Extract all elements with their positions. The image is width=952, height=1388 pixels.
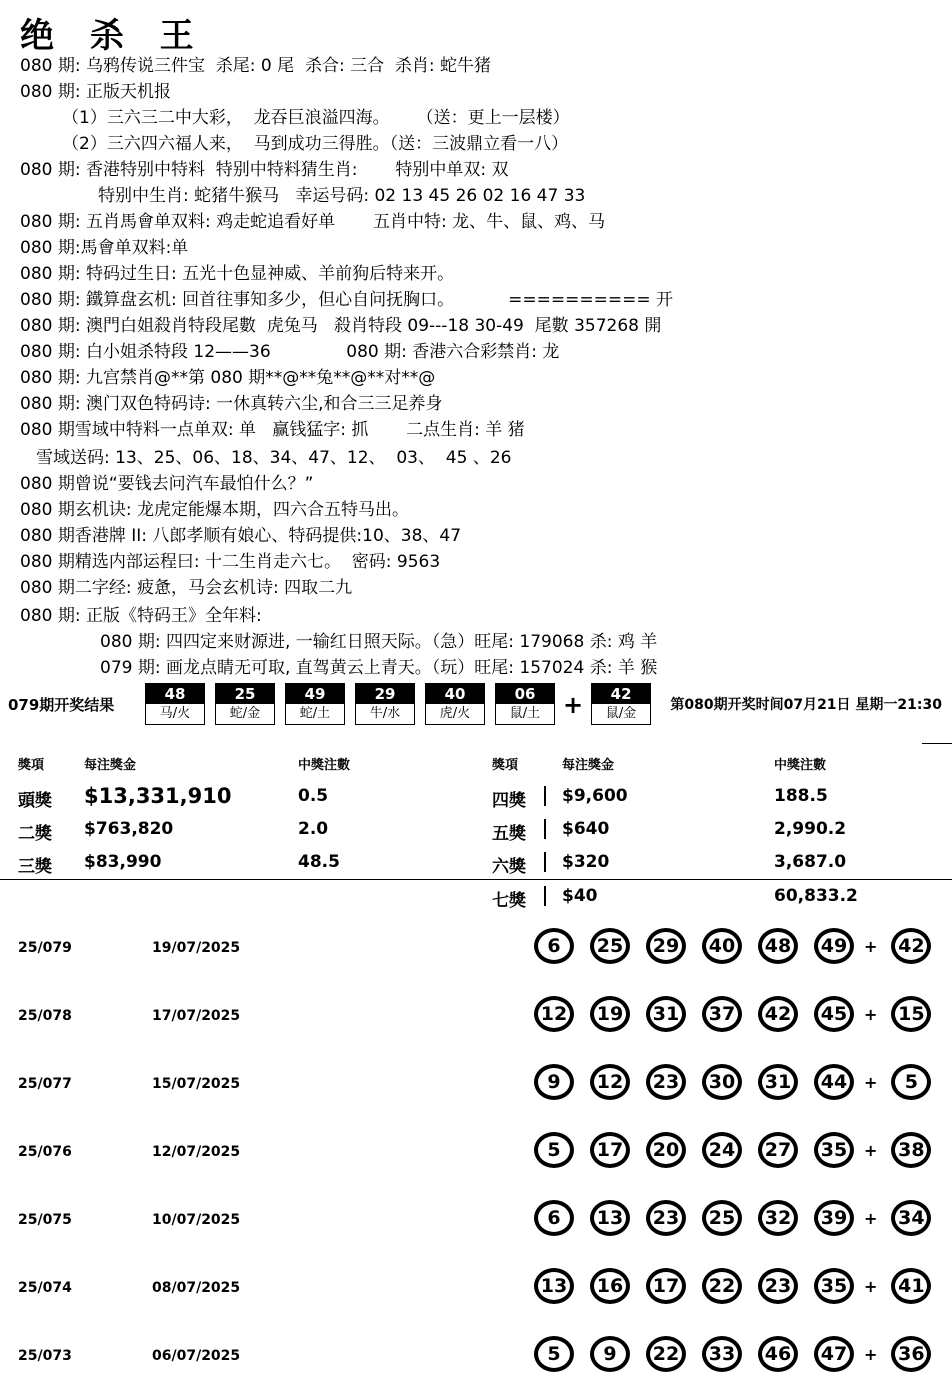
history-balls — [534, 928, 947, 964]
prize-count: 3,687.0 — [774, 852, 847, 872]
prize-count: 60,833.2 — [774, 886, 858, 906]
ball-number: 42 — [592, 684, 650, 704]
prize-header-count: 中獎注數 — [298, 758, 351, 773]
plus-sign: + — [864, 1004, 878, 1024]
draw-result-label: 079期开奖结果 — [8, 696, 115, 714]
special-number-ball: 36 — [891, 1336, 931, 1372]
prize-name: 六獎 — [492, 857, 526, 877]
number-ball: 17 — [590, 1132, 630, 1168]
ball-zodiac: 鼠/土 — [509, 706, 541, 721]
issue-number: 25/075 — [18, 1212, 72, 1228]
text-line: 080 期: 正版天机报 — [20, 82, 171, 102]
number-ball: 9 — [534, 1064, 574, 1100]
number-ball: 12 — [590, 1064, 630, 1100]
text-line: 080 期: 澳門白姐殺肖特段尾數 虎兔马 殺肖特段 09---18 30-49 尾數 357268 開 — [20, 316, 662, 336]
number-ball: 16 — [590, 1268, 630, 1304]
text-line: 080 期: 澳门双色特码诗: 一休真转六尘,和合三三足养身 — [20, 394, 443, 414]
history-row — [0, 1064, 952, 1108]
issue-number: 25/078 — [18, 1008, 72, 1024]
prize-count: 2.0 — [298, 819, 329, 839]
number-ball: 40 — [702, 928, 742, 964]
number-ball: 48 — [758, 928, 798, 964]
number-ball: 23 — [646, 1200, 686, 1236]
separator — [544, 886, 546, 906]
issue-number: 25/073 — [18, 1348, 72, 1364]
number-ball: 37 — [702, 996, 742, 1032]
history-balls — [534, 1268, 947, 1304]
ball-zodiac: 牛/水 — [369, 706, 401, 721]
number-ball: 46 — [758, 1336, 798, 1372]
text-line: 080 期:馬會单双料:单 — [20, 238, 189, 258]
text-line: 080 期: 乌鸦传说三件宝 杀尾: 0 尾 杀合: 三合 杀肖: 蛇牛猪 — [20, 56, 492, 76]
issue-number: 25/074 — [18, 1280, 72, 1296]
history-balls — [534, 1200, 947, 1236]
special-number-ball: 5 — [891, 1064, 931, 1100]
number-ball: 20 — [646, 1132, 686, 1168]
number-ball: 23 — [646, 1064, 686, 1100]
plus-sign: + — [864, 936, 878, 956]
number-ball: 6 — [534, 1200, 574, 1236]
special-number-ball: 15 — [891, 996, 931, 1032]
history-row — [0, 1268, 952, 1312]
prize-name: 四獎 — [492, 791, 526, 811]
history-row — [0, 1200, 952, 1244]
next-draw-time: 第080期开奖时间07月21日 星期一21:30 — [670, 697, 942, 713]
number-ball: 49 — [814, 928, 854, 964]
special-number-ball: 41 — [891, 1268, 931, 1304]
number-ball: 6 — [534, 928, 574, 964]
prize-name: 七獎 — [492, 891, 526, 911]
issue-number: 25/079 — [18, 940, 72, 956]
history-balls — [534, 1064, 947, 1100]
text-line: 080 期二字经: 疲惫，马会玄机诗: 四取二九 — [20, 578, 353, 598]
number-ball: 22 — [702, 1268, 742, 1304]
number-ball: 9 — [590, 1336, 630, 1372]
history-row — [0, 928, 952, 972]
number-ball: 25 — [702, 1200, 742, 1236]
prize-header-amount: 每注獎金 — [562, 758, 615, 773]
number-ball: 22 — [646, 1336, 686, 1372]
page-title: 绝 杀 王 — [20, 16, 206, 56]
special-ball — [591, 683, 651, 725]
ball-number: 29 — [356, 684, 414, 704]
text-line: 079 期: 画龙点睛无可取, 直驾黄云上青天。（玩）旺尾: 157024 杀: 羊 猴 — [100, 658, 658, 678]
plus-sign: + — [864, 1208, 878, 1228]
result-ball — [495, 683, 555, 725]
number-ball: 24 — [702, 1132, 742, 1168]
history-row — [0, 1132, 952, 1176]
draw-date: 10/07/2025 — [152, 1212, 241, 1228]
number-ball: 35 — [814, 1268, 854, 1304]
number-ball: 31 — [758, 1064, 798, 1100]
prize-amount: $40 — [562, 886, 598, 906]
result-ball — [425, 683, 485, 725]
prize-amount: $763,820 — [84, 819, 174, 839]
number-ball: 33 — [702, 1336, 742, 1372]
number-ball: 13 — [534, 1268, 574, 1304]
number-ball: 5 — [534, 1336, 574, 1372]
draw-date: 19/07/2025 — [152, 940, 241, 956]
number-ball: 39 — [814, 1200, 854, 1236]
prize-count: 2,990.2 — [774, 819, 847, 839]
number-ball: 17 — [646, 1268, 686, 1304]
ball-zodiac: 蛇/土 — [299, 706, 331, 721]
prize-header-count: 中獎注數 — [774, 758, 827, 773]
prize-amount: $13,331,910 — [84, 784, 232, 808]
prize-name: 頭獎 — [18, 791, 52, 811]
number-ball: 13 — [590, 1200, 630, 1236]
separator — [544, 852, 546, 872]
result-ball — [215, 683, 275, 725]
number-ball: 32 — [758, 1200, 798, 1236]
draw-result-balls — [145, 683, 661, 725]
text-line: 特别中生肖: 蛇猪牛猴马 幸运号码: 02 13 45 26 02 16 47 33 — [98, 186, 586, 206]
draw-date: 12/07/2025 — [152, 1144, 241, 1160]
prize-name: 五獎 — [492, 824, 526, 844]
ball-zodiac: 虎/火 — [439, 706, 471, 721]
prize-name: 三獎 — [18, 857, 52, 877]
special-number-ball: 34 — [891, 1200, 931, 1236]
text-line: 080 期: 鐵算盘玄机: 回首往事知多少，但心自问抚胸口。 ========== 开 — [20, 290, 673, 310]
divider — [922, 743, 952, 744]
prize-header-amount: 每注獎金 — [84, 758, 137, 773]
ball-number: 25 — [216, 684, 274, 704]
text-line: （1）三六三二中大彩， 龙吞巨浪溢四海。 （送：更上一层楼） — [62, 108, 570, 128]
text-line: 雪域送码: 13、25、06、18、34、47、12、 03、 45 、26 — [36, 448, 512, 468]
number-ball: 30 — [702, 1064, 742, 1100]
ball-number: 40 — [426, 684, 484, 704]
prize-header-name: 獎項 — [18, 758, 45, 773]
history-row — [0, 996, 952, 1040]
number-ball: 47 — [814, 1336, 854, 1372]
history-balls — [534, 1336, 947, 1372]
prize-amount: $320 — [562, 852, 610, 872]
prize-count: 0.5 — [298, 786, 329, 806]
prize-count: 48.5 — [298, 852, 340, 872]
text-line: 080 期: 白小姐杀特段 12——36 080 期: 香港六合彩禁肖: 龙 — [20, 342, 560, 362]
result-ball — [355, 683, 415, 725]
ball-number: 48 — [146, 684, 204, 704]
special-number-ball: 38 — [891, 1132, 931, 1168]
ball-zodiac: 鼠/金 — [605, 706, 637, 721]
plus-sign: + — [563, 691, 584, 719]
prize-amount: $640 — [562, 819, 610, 839]
prize-name: 二獎 — [18, 824, 52, 844]
draw-date: 06/07/2025 — [152, 1348, 241, 1364]
number-ball: 29 — [646, 928, 686, 964]
result-ball — [285, 683, 345, 725]
history-balls — [534, 996, 947, 1032]
number-ball: 5 — [534, 1132, 574, 1168]
text-line: 080 期: 五肖馬會单双料: 鸡走蛇追看好单 五肖中特: 龙、牛、鼠、鸡、马 — [20, 212, 606, 232]
special-number-ball: 42 — [891, 928, 931, 964]
ball-number: 06 — [496, 684, 554, 704]
separator — [544, 786, 546, 806]
prize-amount: $9,600 — [562, 786, 628, 806]
number-ball: 31 — [646, 996, 686, 1032]
text-line: 080 期雪域中特料一点单双: 单 赢钱猛字: 抓 二点生肖: 羊 猪 — [20, 420, 525, 440]
plus-sign: + — [864, 1344, 878, 1364]
text-line: 080 期: 特码过生日: 五光十色显神威、羊前狗后特来开。 — [20, 264, 455, 284]
number-ball: 27 — [758, 1132, 798, 1168]
result-ball — [145, 683, 205, 725]
ball-zodiac: 马/火 — [159, 706, 191, 721]
plus-sign: + — [864, 1140, 878, 1160]
number-ball: 19 — [590, 996, 630, 1032]
plus-sign: + — [864, 1276, 878, 1296]
draw-date: 15/07/2025 — [152, 1076, 241, 1092]
text-line: 080 期: 九宫禁肖@**第 080 期**@**兔**@**对**@ — [20, 368, 436, 388]
number-ball: 23 — [758, 1268, 798, 1304]
text-line: 080 期香港牌 II: 八郎孝顺有娘心、特码提供:10、38、47 — [20, 526, 462, 546]
text-line: 080 期曾说“要钱去问汽车最怕什么？” — [20, 474, 314, 494]
number-ball: 44 — [814, 1064, 854, 1100]
number-ball: 42 — [758, 996, 798, 1032]
history-balls — [534, 1132, 947, 1168]
text-line: 080 期: 正版《特码王》全年料: — [20, 606, 262, 626]
issue-number: 25/077 — [18, 1076, 72, 1092]
ball-zodiac: 蛇/金 — [229, 706, 261, 721]
plus-sign: + — [864, 1072, 878, 1092]
number-ball: 35 — [814, 1132, 854, 1168]
history-row — [0, 1336, 952, 1380]
text-line: （2）三六四六福人来， 马到成功三得胜。（送：三波鼎立看一八） — [62, 134, 569, 154]
prize-amount: $83,990 — [84, 852, 162, 872]
issue-number: 25/076 — [18, 1144, 72, 1160]
number-ball: 45 — [814, 996, 854, 1032]
draw-date: 08/07/2025 — [152, 1280, 241, 1296]
text-line: 080 期精选内部运程曰: 十二生肖走六七。 密码: 9563 — [20, 552, 441, 572]
text-line: 080 期: 四四定来财源进, 一输红日照天际。（急）旺尾: 179068 杀: 鸡 羊 — [100, 632, 658, 652]
text-line: 080 期: 香港特别中特料 特别中特料猜生肖: 特别中单双: 双 — [20, 160, 509, 180]
separator — [544, 819, 546, 839]
text-line: 080 期玄机诀: 龙虎定能爆本期，四六合五特马出。 — [20, 500, 409, 520]
number-ball: 12 — [534, 996, 574, 1032]
number-ball: 25 — [590, 928, 630, 964]
ball-number: 49 — [286, 684, 344, 704]
prize-header-name: 獎項 — [492, 758, 519, 773]
prize-count: 188.5 — [774, 786, 828, 806]
divider — [0, 879, 952, 880]
draw-date: 17/07/2025 — [152, 1008, 241, 1024]
